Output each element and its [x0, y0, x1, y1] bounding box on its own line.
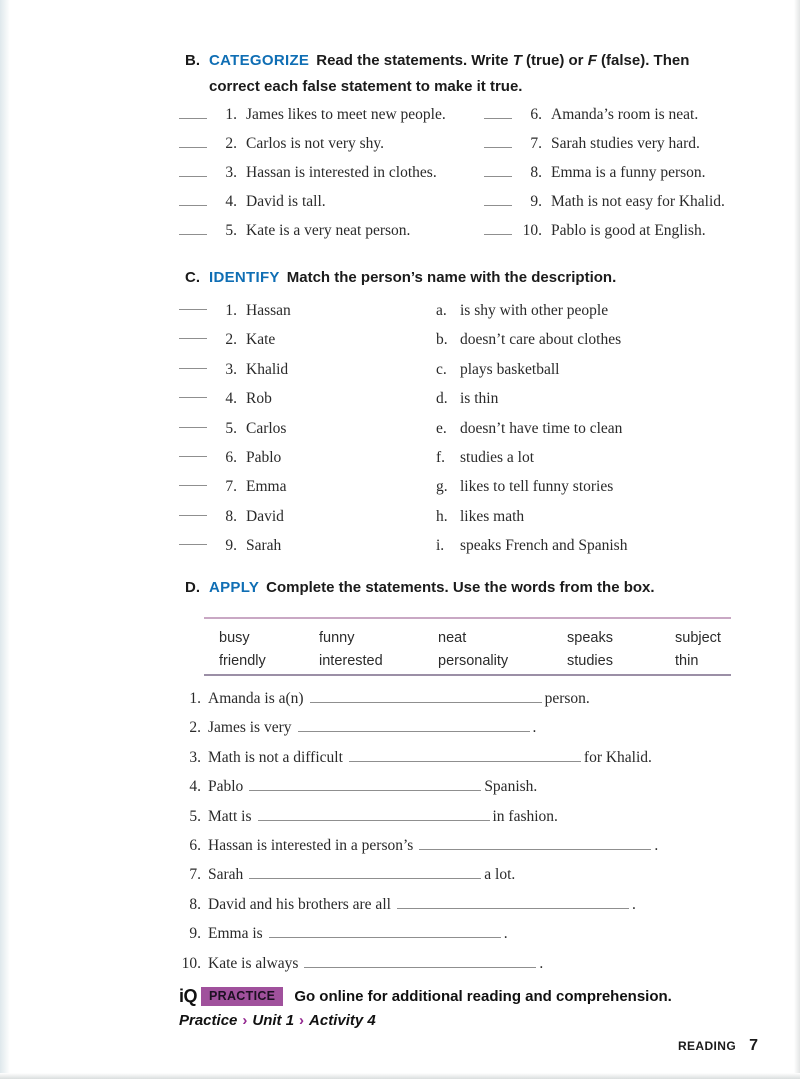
- word-box-word: studies: [567, 653, 613, 669]
- list-item: [179, 187, 446, 216]
- statement-before: Hassan is interested in a person’s: [208, 836, 414, 854]
- item-text: James likes to meet new people.: [246, 106, 446, 123]
- list-item: [179, 100, 446, 129]
- item-number: 7.: [225, 478, 237, 496]
- fill-in-blank: [249, 865, 481, 879]
- section-b-instr-pre: Read the statements. Write: [316, 52, 513, 69]
- item-number: 8.: [225, 507, 237, 525]
- item-text: Amanda’s room is neat.: [551, 106, 699, 123]
- section-b-instructions: [209, 48, 743, 100]
- item-number: 3.: [189, 748, 201, 766]
- option-letter: d.: [436, 390, 448, 408]
- option-text: studies a lot: [460, 448, 535, 466]
- statement-before: Amanda is a(n): [208, 690, 304, 707]
- option-letter: b.: [436, 331, 448, 349]
- breadcrumb-chevron-icon: ›: [242, 1012, 248, 1029]
- page-edge-left: [0, 0, 10, 1079]
- matching-row: [179, 472, 740, 501]
- answer-blank: [179, 531, 207, 545]
- fill-in-blank: [298, 718, 530, 732]
- statement-after: .: [654, 836, 659, 854]
- fill-in-blank: [304, 954, 536, 968]
- statement-row: [177, 890, 658, 919]
- item-number: 1.: [225, 302, 237, 319]
- answer-blank: [179, 502, 207, 516]
- section-b-header: [185, 48, 743, 100]
- section-d-instr-text: Complete the statements. Use the words from the box.: [266, 579, 655, 596]
- answer-blank: [484, 221, 512, 235]
- statement-after: for Khalid.: [583, 748, 652, 766]
- statement-after: .: [532, 719, 537, 737]
- option-text: is thin: [460, 390, 499, 408]
- statement-after: a lot.: [484, 866, 516, 884]
- fill-in-blank: [269, 924, 501, 938]
- item-number: 6.: [225, 448, 237, 466]
- statement-after: person.: [544, 690, 590, 707]
- section-c-matching-list: [179, 296, 740, 561]
- item-number: 1.: [189, 690, 201, 707]
- statement-before: Math is not a difficult: [208, 748, 343, 766]
- iq-practice-block: [179, 986, 672, 1029]
- item-number: 3.: [225, 360, 237, 378]
- option-text: plays basketball: [460, 360, 560, 378]
- answer-blank: [179, 325, 207, 339]
- section-b-instr-false-letter: F: [587, 52, 597, 69]
- iq-practice-line: [179, 986, 672, 1007]
- item-number: 2.: [225, 331, 237, 349]
- list-item: [179, 216, 446, 245]
- statement-after: .: [503, 925, 508, 943]
- answer-blank: [179, 355, 207, 369]
- statement-row: [177, 831, 658, 860]
- item-number: 7.: [189, 866, 201, 884]
- person-name: Pablo: [246, 448, 282, 466]
- statement-before: Sarah: [208, 866, 244, 884]
- person-name: Rob: [246, 390, 272, 408]
- item-number: 1.: [225, 106, 237, 123]
- item-number: 5.: [225, 419, 237, 437]
- section-b-list-right: [484, 100, 725, 245]
- item-text: Pablo is good at English.: [551, 222, 706, 239]
- option-letter: c.: [436, 360, 447, 378]
- list-item: [484, 187, 725, 216]
- matching-row: [179, 414, 740, 443]
- item-number: 9.: [189, 925, 201, 943]
- list-item: [179, 129, 446, 158]
- section-d-statements: [177, 684, 658, 978]
- fill-in-blank: [397, 895, 629, 909]
- item-number: 4.: [225, 390, 237, 408]
- matching-row: [179, 355, 740, 384]
- item-text: David is tall.: [246, 193, 326, 210]
- section-c-letter: C.: [185, 269, 200, 286]
- option-text: is shy with other people: [460, 302, 609, 319]
- fill-in-blank: [349, 748, 581, 762]
- breadcrumb-activity: Activity 4: [309, 1012, 376, 1029]
- footer-page-number: 7: [749, 1037, 758, 1054]
- page-edge-bottom: [0, 1073, 800, 1079]
- page-footer: [678, 1037, 758, 1055]
- item-number: 6.: [530, 106, 542, 123]
- option-letter: f.: [436, 448, 446, 466]
- option-letter: a.: [436, 302, 447, 319]
- fill-in-blank: [419, 836, 651, 850]
- statement-row: [177, 772, 658, 801]
- section-d-keyword: APPLY: [209, 579, 260, 596]
- list-item: [484, 216, 725, 245]
- word-box: [204, 617, 731, 676]
- footer-section-label: READING: [677, 1039, 737, 1053]
- statement-row: [177, 684, 658, 713]
- word-box-word: personality: [438, 653, 509, 669]
- statement-after: in fashion.: [492, 807, 558, 825]
- option-letter: i.: [436, 537, 445, 555]
- section-d-letter: D.: [185, 579, 200, 596]
- iq-logo: iQ: [179, 986, 198, 1006]
- section-b-instr-mid2: (false). Then correct each false statement to make it true.: [209, 52, 690, 95]
- answer-blank: [179, 105, 207, 119]
- page-edge-right: [794, 0, 800, 1079]
- answer-blank: [179, 414, 207, 428]
- statement-before: Matt is: [208, 807, 252, 825]
- list-item: [484, 129, 725, 158]
- item-number: 7.: [530, 135, 542, 152]
- person-name: Hassan: [246, 302, 291, 319]
- person-name: David: [246, 507, 284, 525]
- matching-row: [179, 325, 740, 354]
- section-b-instr-true-letter: T: [512, 52, 522, 69]
- section-c-keyword: IDENTIFY: [209, 269, 280, 286]
- option-text: doesn’t have time to clean: [460, 419, 623, 437]
- section-d-header: [185, 575, 743, 601]
- section-b-list-left: [179, 100, 446, 245]
- item-number: 9.: [530, 193, 542, 210]
- person-name: Khalid: [246, 360, 289, 378]
- statement-row: [177, 802, 658, 831]
- word-box-word: funny: [319, 630, 355, 646]
- item-number: 3.: [225, 164, 237, 181]
- item-number: 10.: [522, 222, 542, 239]
- option-letter: g.: [436, 478, 448, 496]
- section-b-letter: B.: [185, 52, 200, 69]
- word-box-word: interested: [319, 653, 383, 669]
- statement-row: [177, 919, 658, 948]
- option-letter: h.: [436, 507, 448, 525]
- fill-in-blank: [310, 689, 542, 703]
- word-box-word: subject: [675, 630, 721, 646]
- item-text: Emma is a funny person.: [551, 164, 706, 181]
- answer-blank: [484, 105, 512, 119]
- option-text: likes to tell funny stories: [460, 478, 614, 496]
- option-text: doesn’t care about clothes: [460, 331, 622, 349]
- statement-row: [177, 713, 658, 742]
- person-name: Carlos: [246, 419, 287, 437]
- item-number: 6.: [189, 836, 201, 854]
- fill-in-blank: [258, 807, 490, 821]
- statement-after: .: [631, 895, 636, 913]
- item-text: Hassan is interested in clothes.: [246, 164, 437, 181]
- statement-row: [177, 743, 658, 772]
- statement-row: [177, 949, 658, 978]
- option-letter: e.: [436, 419, 447, 437]
- option-text: likes math: [460, 507, 525, 525]
- statement-before: David and his brothers are all: [208, 895, 391, 913]
- option-text: speaks French and Spanish: [460, 537, 628, 555]
- matching-row: [179, 502, 740, 531]
- person-name: Sarah: [246, 537, 282, 555]
- item-number: 5.: [189, 807, 201, 825]
- breadcrumb: [179, 1012, 672, 1029]
- section-c-instr-text: Match the person’s name with the description.: [286, 269, 617, 286]
- item-number: 5.: [225, 222, 237, 239]
- section-c-instructions: [209, 265, 743, 291]
- word-box-word: thin: [675, 653, 699, 669]
- matching-row: [179, 531, 740, 560]
- list-item: [484, 158, 725, 187]
- matching-row: [179, 296, 740, 325]
- section-d-instructions: [209, 575, 743, 601]
- item-number: 9.: [225, 537, 237, 555]
- item-number: 8.: [189, 895, 201, 913]
- iq-practice-text: Go online for additional reading and comprehension.: [294, 988, 672, 1005]
- breadcrumb-unit: Unit 1: [252, 1012, 295, 1029]
- statement-after: Spanish.: [484, 778, 538, 796]
- person-name: Kate: [246, 331, 276, 349]
- item-number: 10.: [181, 954, 201, 972]
- answer-blank: [179, 472, 207, 486]
- answer-blank: [179, 192, 207, 206]
- item-text: Sarah studies very hard.: [551, 135, 700, 152]
- word-box-word: speaks: [567, 630, 613, 646]
- word-box-word: friendly: [219, 653, 266, 669]
- answer-blank: [179, 221, 207, 235]
- answer-blank: [179, 443, 207, 457]
- item-number: 2.: [189, 719, 201, 737]
- list-item: [484, 100, 725, 129]
- person-name: Emma: [246, 478, 287, 496]
- answer-blank: [484, 192, 512, 206]
- section-c-header: [185, 265, 743, 291]
- statement-row: [177, 860, 658, 889]
- breadcrumb-chevron-icon: ›: [299, 1012, 305, 1029]
- matching-row: [179, 384, 740, 413]
- item-number: 4.: [189, 778, 201, 796]
- answer-blank: [179, 163, 207, 177]
- item-number: 2.: [225, 135, 237, 152]
- item-number: 8.: [530, 164, 542, 181]
- word-box-word: neat: [438, 630, 467, 646]
- fill-in-blank: [249, 777, 481, 791]
- item-text: Carlos is not very shy.: [246, 135, 385, 152]
- answer-blank: [484, 163, 512, 177]
- answer-blank: [179, 134, 207, 148]
- word-box-grid: [204, 619, 731, 672]
- answer-blank: [179, 384, 207, 398]
- item-text: Math is not easy for Khalid.: [551, 193, 725, 210]
- statement-before: Emma is: [208, 925, 263, 943]
- matching-row: [179, 443, 740, 472]
- answer-blank: [179, 296, 207, 310]
- item-number: 4.: [225, 193, 237, 210]
- statement-before: James is very: [208, 719, 292, 737]
- list-item: [179, 158, 446, 187]
- practice-badge: PRACTICE: [201, 987, 283, 1006]
- word-box-word: busy: [219, 630, 250, 646]
- section-b-instr-mid1: (true) or: [521, 52, 588, 69]
- answer-blank: [484, 134, 512, 148]
- section-b-keyword: CATEGORIZE: [209, 52, 310, 69]
- item-text: Kate is a very neat person.: [246, 222, 411, 239]
- breadcrumb-practice: Practice: [179, 1012, 238, 1029]
- statement-before: Kate is always: [208, 954, 299, 972]
- statement-after: .: [539, 954, 544, 972]
- statement-before: Pablo: [208, 778, 244, 796]
